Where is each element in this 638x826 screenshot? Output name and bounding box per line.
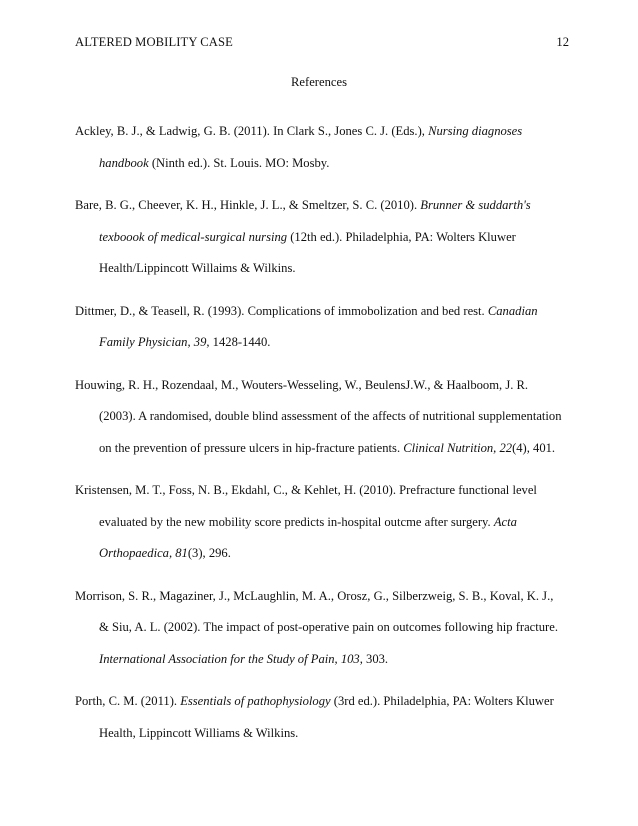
reference-line xyxy=(75,190,575,222)
references-heading: References xyxy=(291,75,347,89)
reference-italic-segment: Brunner & suddarth's xyxy=(420,198,531,212)
reference-italic-segment: Nursing diagnoses xyxy=(428,124,523,138)
reference-text-segment: Houwing, R. H., Rozendaal, M., Wouters-Wesseling, W., BeulensJ.W., & Haalboom, J. R. xyxy=(75,377,529,392)
running-head: ALTERED MOBILITY CASE xyxy=(75,35,233,49)
page-number: 12 xyxy=(556,35,569,49)
reference-line xyxy=(75,718,575,750)
reference-entry xyxy=(75,190,575,285)
reference-text-segment: & Siu, A. L. (2002). The impact of post-operative pain on outcomes following hip fracture. xyxy=(99,620,558,634)
reference-entry xyxy=(75,370,575,465)
reference-line xyxy=(75,644,575,676)
reference-text-segment: evaluated by the new mobility score predicts in-hospital outcme after surgery. xyxy=(99,514,494,529)
reference-italic-segment: Orthopaedica, 81 xyxy=(99,546,188,560)
reference-italic-segment: Clinical Nutrition, 22 xyxy=(403,440,513,455)
reference-text-segment: Kristensen, M. T., Foss, N. B., Ekdahl, C., & Kehlet, H. (2010). Prefracture functional level xyxy=(75,483,537,497)
reference-line xyxy=(75,538,575,570)
reference-line xyxy=(75,475,575,507)
reference-line xyxy=(75,370,575,402)
reference-line xyxy=(75,401,575,433)
reference-line xyxy=(75,433,575,465)
reference-italic-segment: Family Physician, 39 xyxy=(99,335,207,349)
reference-text-segment: (2003). A randomised, double blind assessment of the affects of nutritional supplementation xyxy=(99,409,562,423)
reference-text-segment: Health/Lippincott Willaims & Wilkins. xyxy=(99,261,296,275)
reference-entry xyxy=(75,686,575,749)
reference-line xyxy=(75,296,575,328)
reference-line xyxy=(75,148,575,180)
reference-line xyxy=(75,253,575,285)
reference-italic-segment: International Association for the Study of Pain, 103 xyxy=(99,651,360,666)
reference-text-segment: (12th ed.). Philadelphia, PA: Wolters Kluwer xyxy=(287,229,516,244)
reference-text-segment: Bare, B. G., Cheever, K. H., Hinkle, J. L., & Smeltzer, S. C. (2010). xyxy=(75,198,421,212)
reference-italic-segment: handbook xyxy=(99,155,149,170)
reference-entry xyxy=(75,296,575,359)
reference-italic-segment: Canadian xyxy=(487,303,538,318)
reference-line xyxy=(75,612,575,644)
reference-italic-segment: Essentials of pathophysiology xyxy=(180,694,331,708)
reference-entry xyxy=(75,581,575,676)
reference-text-segment: on the prevention of pressure ulcers in hip-fracture patients. xyxy=(99,440,404,455)
reference-text-segment: (Ninth ed.). St. Louis. MO: Mosby. xyxy=(148,155,330,170)
reference-text-segment: Dittmer, D., & Teasell, R. (1993). Complications of immobolization and bed rest. xyxy=(75,303,488,318)
reference-line xyxy=(75,327,575,359)
reference-line xyxy=(75,222,575,254)
reference-text-segment: , 1428-1440. xyxy=(206,335,271,349)
reference-italic-segment: texboook of medical-surgical nursing xyxy=(99,229,288,244)
reference-line xyxy=(75,116,575,148)
reference-text-segment: Morrison, S. R., Magaziner, J., McLaughlin, M. A., Orosz, G., Silberzweig, S. B., Koval, K. J., xyxy=(75,588,554,603)
reference-text-segment: Ackley, B. J., & Ladwig, G. B. (2011). In Clark S., Jones C. J. (Eds.), xyxy=(75,124,429,138)
reference-italic-segment: Acta xyxy=(493,514,517,529)
reference-line xyxy=(75,686,575,718)
reference-line xyxy=(75,507,575,539)
reference-text-segment: Health, Lippincott Williams & Wilkins. xyxy=(99,725,299,740)
reference-text-segment: , 303. xyxy=(359,651,389,666)
reference-text-segment: (4), 401. xyxy=(512,440,556,455)
reference-line xyxy=(75,581,575,613)
reference-text-segment: (3rd ed.). Philadelphia, PA: Wolters Kluwer xyxy=(330,694,554,708)
reference-text-segment: (3), 296. xyxy=(187,546,231,560)
reference-text-segment: Porth, C. M. (2011). xyxy=(75,694,181,708)
reference-list xyxy=(75,116,575,760)
reference-entry xyxy=(75,116,575,179)
reference-entry xyxy=(75,475,575,570)
